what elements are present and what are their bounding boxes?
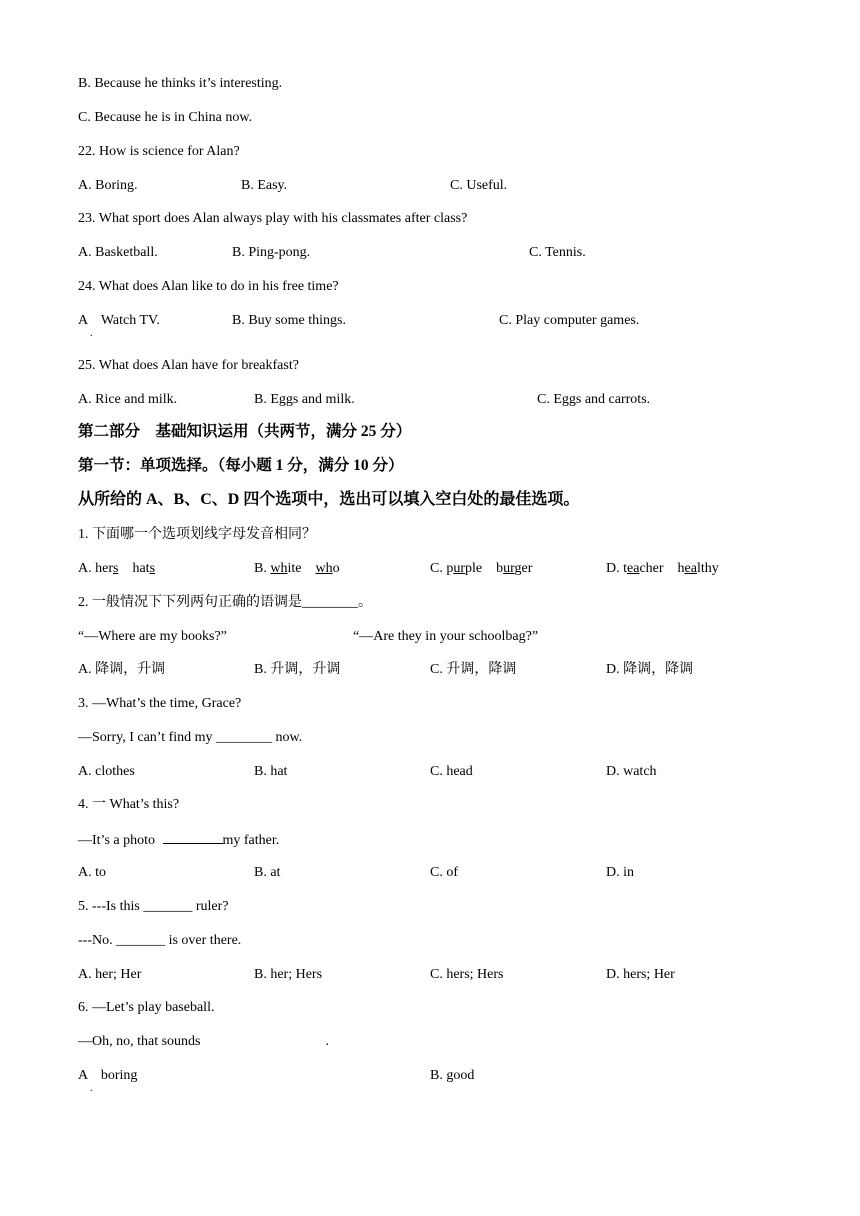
q21-option-c: C. Because he is in China now. [78,110,253,125]
m4-option-c: C. of [430,865,458,880]
m4-option-b: B. at [254,865,281,880]
m1-option-d: D. teacher healthy [606,561,719,576]
m2-option-b: B. 升调，升调 [254,662,341,677]
m5-option-d: D. hers; Her [606,967,675,982]
m6-stem: 6. —Let’s play baseball. [78,1000,215,1015]
q21-option-b: B. Because he thinks it’s interesting. [78,76,283,91]
m6-option-a-text: boring [100,1068,138,1083]
m4-stem: 4. 一 What’s this? [78,797,180,812]
m3-option-b: B. hat [254,764,288,779]
m2-option-a: A. 降调，升调 [78,662,166,677]
part2-title: 第二部分 基础知识运用（共两节，满分 25 分） [78,423,412,440]
q25-option-b: B. Eggs and milk. [254,392,355,407]
q23-option-c: C. Tennis. [529,245,586,260]
m5-line2: ---No. _______ is over there. [78,933,242,948]
m1-option-b: B. white who [254,561,340,576]
section1-title: 第一节：单项选择。（每小题 1 分，满分 10 分） [78,457,404,474]
q24-option-b: B. Buy some things. [232,313,346,328]
m6-option-a-letter: A [78,1068,88,1083]
m5-option-c: C. hers; Hers [430,967,504,982]
m1-option-c: C. purple burger [430,561,533,576]
m3-line2: —Sorry, I can’t find my ________ now. [78,730,303,745]
m5-stem: 5. ---Is this _______ ruler? [78,899,229,914]
m5-option-a: A. her; Her [78,967,142,982]
m4-option-d: D. in [606,865,634,880]
q23-stem: 23. What sport does Alan always play with his classmates after class? [78,211,468,226]
q23-option-a: A. Basketball. [78,245,158,260]
period-dot: . [90,1083,93,1094]
m6-option-a [78,1067,137,1085]
q22-option-c: C. Useful. [450,178,508,193]
m2-sentence-1: “—Where are my books?” [78,629,227,644]
m2-option-d: D. 降调，降调 [606,662,694,677]
m2-stem: 2. 一般情况下下列两句正确的语调是________。 [78,595,372,610]
q24-option-c: C. Play computer games. [499,313,640,328]
q25-option-c: C. Eggs and carrots. [537,392,651,407]
section1-instruction: 从所给的 A、B、C、D 四个选项中，选出可以填入空白处的最佳选项。 [78,491,580,508]
m5-option-b: B. her; Hers [254,967,323,982]
q23-option-b: B. Ping-pong. [232,245,311,260]
q24-stem: 24. What does Alan like to do in his free time? [78,279,339,294]
m2-option-c: C. 升调，降调 [430,662,517,677]
q25-stem: 25. What does Alan have for breakfast? [78,358,299,373]
m4-line2: —It’s a photo my father. [78,830,279,850]
m1-option-a: A. hers hats [78,561,156,576]
m4-option-a: A. to [78,865,106,880]
m1-stem: 1. 下面哪一个选项划线字母发音相同？ [78,527,316,542]
period-dot: . [90,328,93,339]
m3-option-a: A. clothes [78,764,135,779]
q22-option-b: B. Easy. [241,178,288,193]
m3-option-d: D. watch [606,764,657,779]
q24-option-a-text: Watch TV. [100,313,160,328]
q22-option-a: A. Boring. [78,178,138,193]
m3-stem: 3. —What’s the time, Grace? [78,696,242,711]
q24-option-a-letter: A [78,313,88,328]
m2-sentence-2: “—Are they in your schoolbag?” [353,629,539,644]
m6-line2: —Oh, no, that sounds . [78,1034,329,1049]
m3-option-c: C. head [430,764,473,779]
q22-stem: 22. How is science for Alan? [78,144,240,159]
q25-option-a: A. Rice and milk. [78,392,178,407]
answer-blank [163,830,223,844]
m6-option-b: B. good [430,1068,475,1083]
